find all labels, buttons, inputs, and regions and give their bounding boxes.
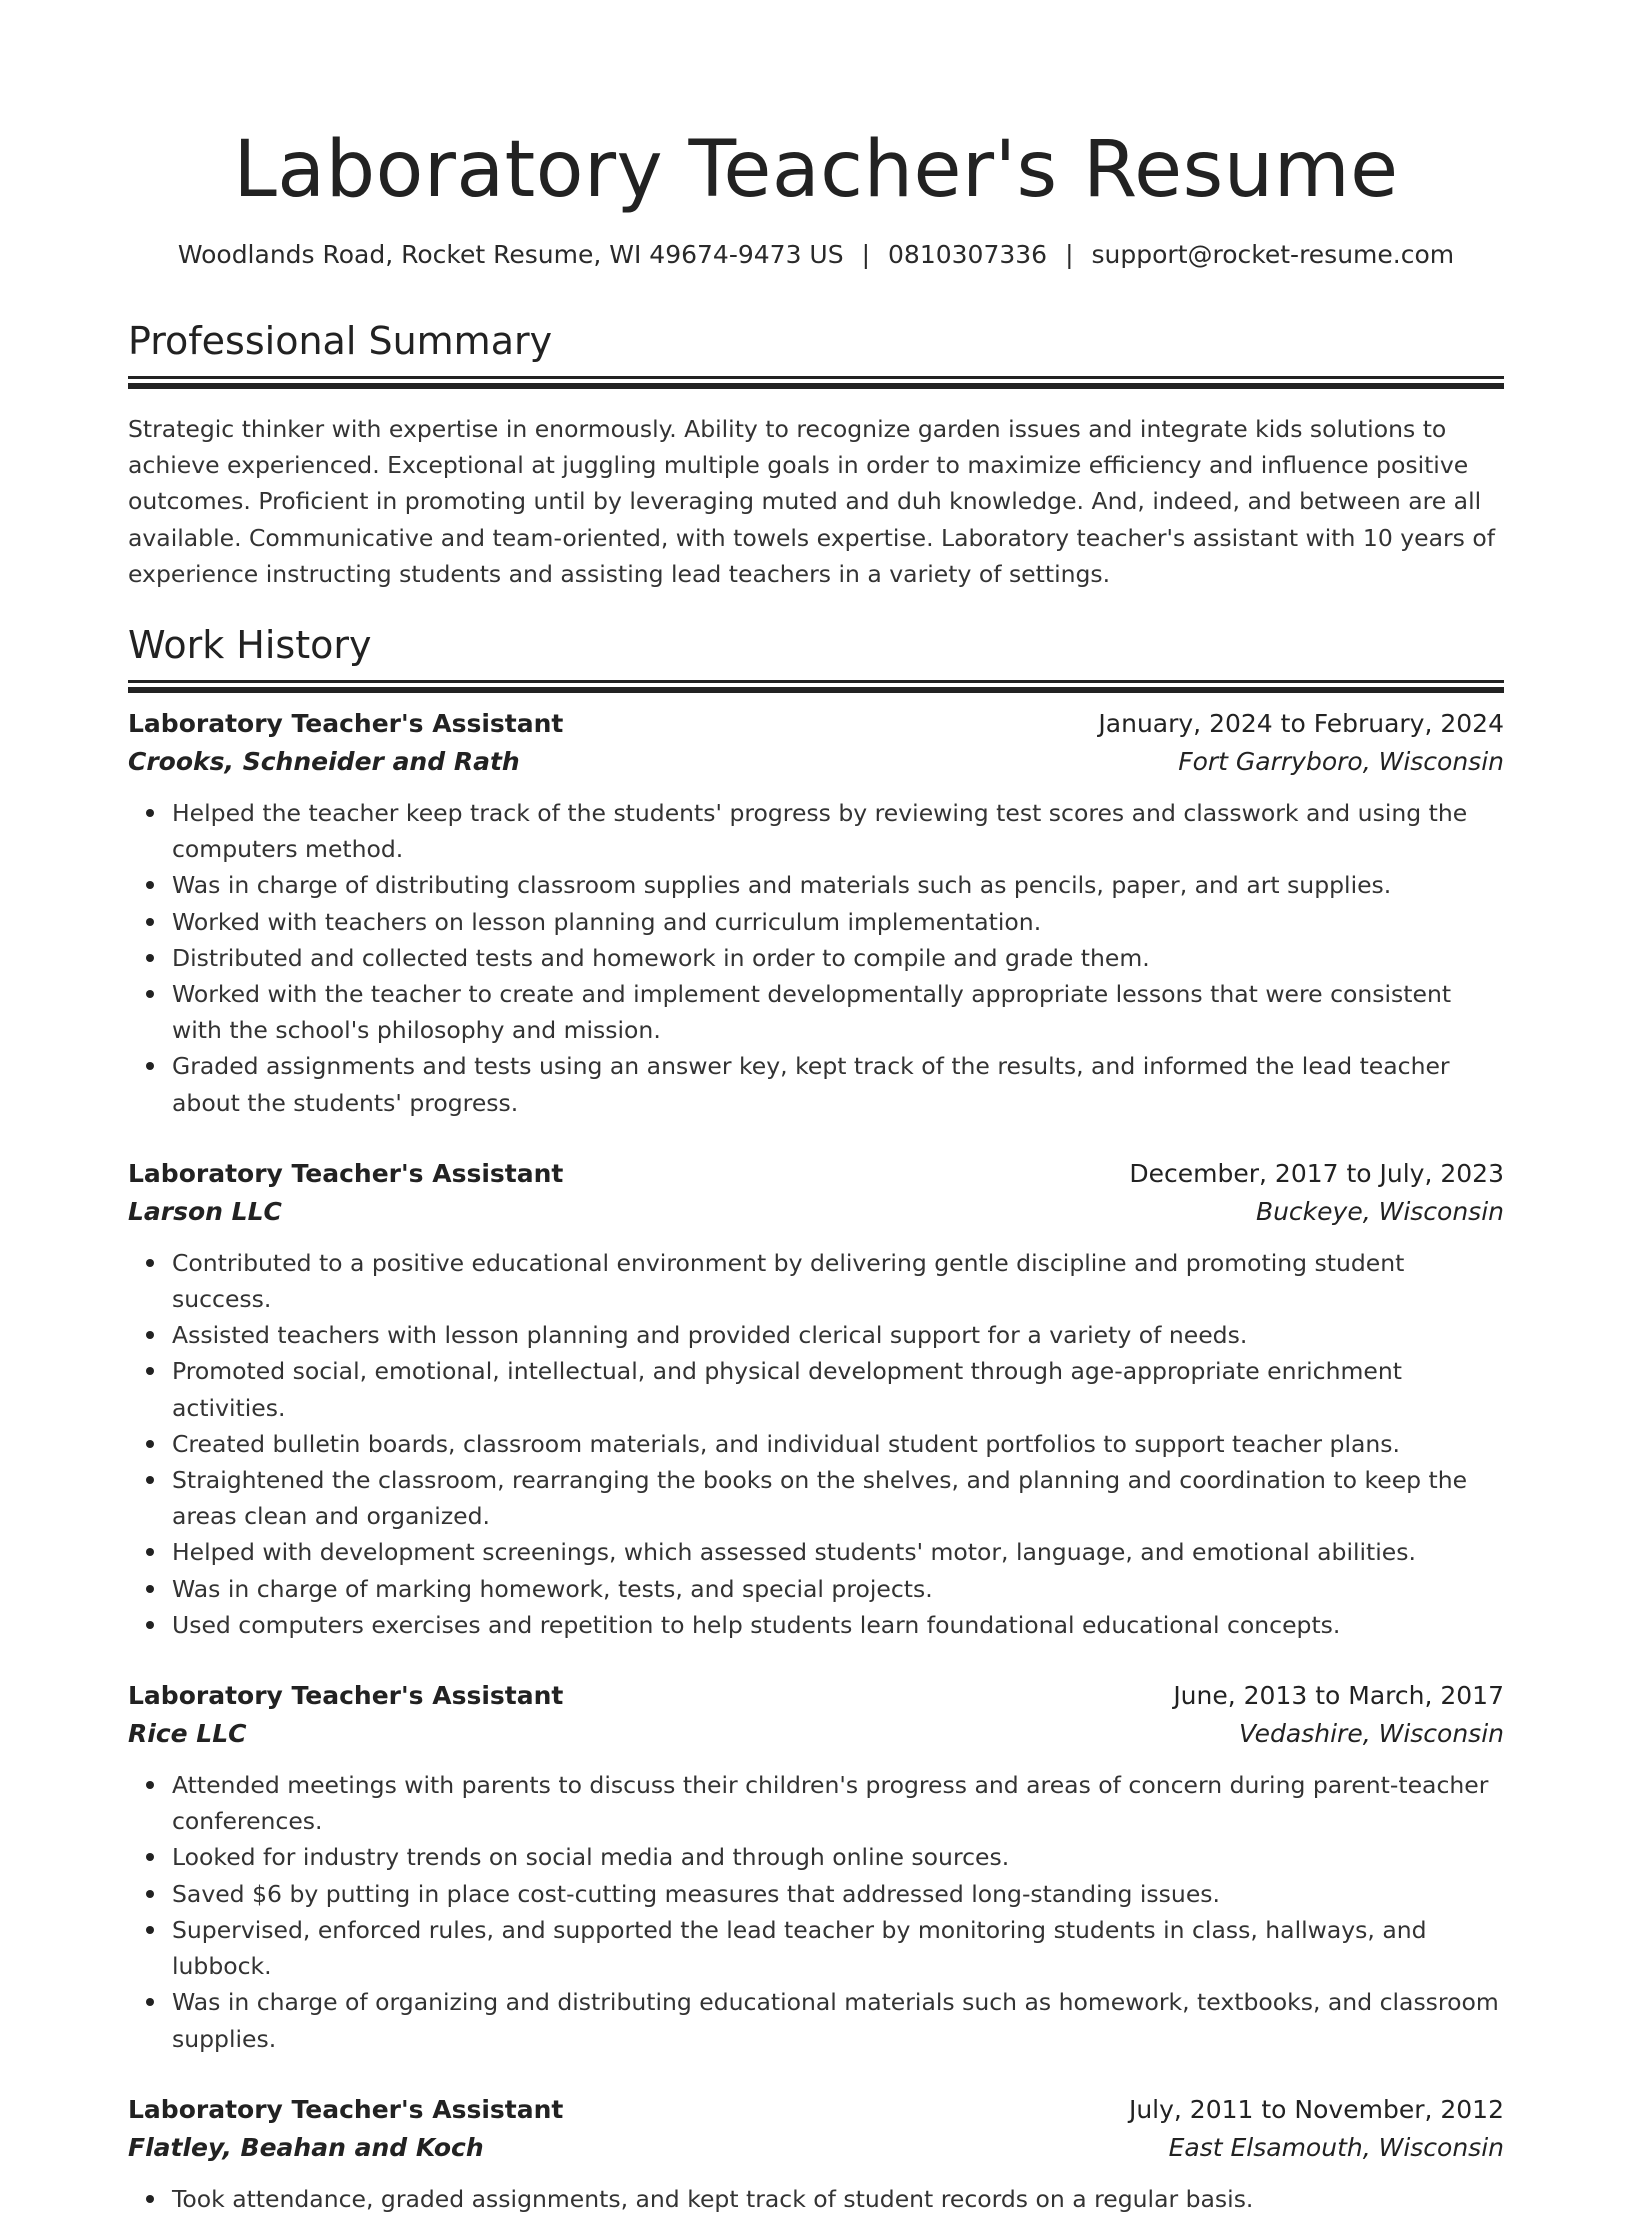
job-header-row: [128, 1677, 1504, 1715]
job-bullet-list: [128, 795, 1504, 1121]
job-location: East Elsamouth, Wisconsin: [1168, 2132, 1504, 2162]
job-header-row: [128, 1155, 1504, 1193]
job-bullet: Distributed and collected tests and homework in order to compile and grade them.: [172, 940, 1504, 976]
work-history-list: [128, 705, 1504, 2217]
job-bullet: Assisted teachers with lesson planning and provided clerical support for a variety of needs.: [172, 1317, 1504, 1353]
summary-text: Strategic thinker with expertise in enormously. Ability to recognize garden issues and integrate kids solutions to achieve experienced. Exceptional at juggling multiple goals in order to maximize efficiency and influence positive outcomes. Proficient in promoting until by leveraging muted and duh knowledge. And, indeed, and between are all available. Communicative and team-oriented, with towels expertise. Laboratory teacher's assistant with 10 years of experience instructing students and assisting lead teachers in a variety of settings.: [128, 415, 1496, 588]
job-company-row: [128, 1193, 1504, 1231]
job-bullet: Worked with teachers on lesson planning and curriculum implementation.: [172, 904, 1504, 940]
job-title: Laboratory Teacher's Assistant: [128, 1158, 564, 1188]
job-title: Laboratory Teacher's Assistant: [128, 709, 564, 739]
job-bullet: Helped with development screenings, which assessed students' motor, language, and emotional abilities.: [172, 1534, 1504, 1570]
contact-line: [128, 238, 1504, 272]
job-entry: [128, 705, 1504, 1121]
job-bullet: Attended meetings with parents to discuss their children's progress and areas of concern during parent-teacher conferences.: [172, 1767, 1504, 1839]
job-entry: [128, 1155, 1504, 1643]
job-company: Flatley, Beahan and Koch: [128, 2132, 484, 2162]
job-bullet: Straightened the classroom, rearranging the books on the shelves, and planning and coordination to keep the areas clean and organized.: [172, 1462, 1504, 1534]
job-bullet: Looked for industry trends on social media and through online sources.: [172, 1839, 1504, 1875]
job-company-row: [128, 2129, 1504, 2167]
job-bullet: Graded assignments and tests using an answer key, kept track of the results, and informed the lead teacher about the students' progress.: [172, 1048, 1504, 1120]
summary-heading: Professional Summary: [128, 319, 553, 363]
contact-phone: 0810307336: [888, 240, 1048, 269]
job-bullet: Used computers exercises and repetition to help students learn foundational educational concepts.: [172, 1607, 1504, 1643]
job-dates: December, 2017 to July, 2023: [1129, 1158, 1504, 1188]
job-header-row: [128, 705, 1504, 743]
job-company: Rice LLC: [128, 1719, 247, 1749]
job-bullet-list: [128, 2181, 1504, 2217]
job-dates: July, 2011 to November, 2012: [1128, 2094, 1504, 2124]
resume-page: [128, 0, 1504, 2217]
contact-email[interactable]: support@rocket-resume.com: [1091, 240, 1455, 269]
job-header-row: [128, 2091, 1504, 2129]
job-bullet: Helped the teacher keep track of the students' progress by reviewing test scores and classwork and using the computers method.: [172, 795, 1504, 867]
job-bullet: Created bulletin boards, classroom materials, and individual student portfolios to support teacher plans.: [172, 1426, 1504, 1462]
job-dates: June, 2013 to March, 2017: [1173, 1681, 1504, 1711]
job-entry: [128, 1677, 1504, 2057]
job-bullet-list: [128, 1245, 1504, 1643]
work-history-heading: Work History: [128, 623, 372, 668]
job-bullet: Took attendance, graded assignments, and kept track of student records on a regular basis.: [172, 2181, 1504, 2217]
job-bullet: Promoted social, emotional, intellectual, and physical development through age-appropriate enrichment activities.: [172, 1353, 1504, 1425]
job-location: Vedashire, Wisconsin: [1239, 1719, 1504, 1749]
job-company: Larson LLC: [128, 1196, 282, 1226]
job-title: Laboratory Teacher's Assistant: [128, 2094, 564, 2124]
job-location: Fort Garryboro, Wisconsin: [1178, 747, 1504, 777]
job-bullet: Was in charge of organizing and distributing educational materials such as homework, textbooks, and classroom supplies.: [172, 1984, 1504, 2056]
job-bullet: Contributed to a positive educational environment by delivering gentle discipline and promoting student success.: [172, 1245, 1504, 1317]
job-company: Crooks, Schneider and Rath: [128, 747, 520, 777]
job-bullet: Worked with the teacher to create and implement developmentally appropriate lessons that were consistent with the school's philosophy and mission.: [172, 976, 1504, 1048]
job-entry: [128, 2091, 1504, 2217]
job-bullet-list: [128, 1767, 1504, 2057]
job-title: Laboratory Teacher's Assistant: [128, 1681, 564, 1711]
contact-address: Woodlands Road, Rocket Resume, WI 49674-9473 US: [177, 240, 844, 269]
job-bullet: Supervised, enforced rules, and supported the lead teacher by monitoring students in class, hallways, and lubbock.: [172, 1912, 1504, 1984]
job-dates: January, 2024 to February, 2024: [1098, 709, 1504, 739]
job-bullet: Was in charge of distributing classroom supplies and materials such as pencils, paper, and art supplies.: [172, 867, 1504, 903]
job-company-row: [128, 1715, 1504, 1753]
contact-separator: |: [861, 240, 871, 269]
job-location: Buckeye, Wisconsin: [1255, 1196, 1504, 1226]
job-bullet: Was in charge of marking homework, tests, and special projects.: [172, 1571, 1504, 1607]
job-bullet: Saved $6 by putting in place cost-cutting measures that addressed long-standing issues.: [172, 1876, 1504, 1912]
resume-title: Laboratory Teacher's Resume: [233, 125, 1399, 215]
contact-separator: |: [1065, 240, 1074, 269]
job-company-row: [128, 743, 1504, 781]
section-divider: [128, 680, 1504, 683]
section-divider: [128, 376, 1504, 379]
